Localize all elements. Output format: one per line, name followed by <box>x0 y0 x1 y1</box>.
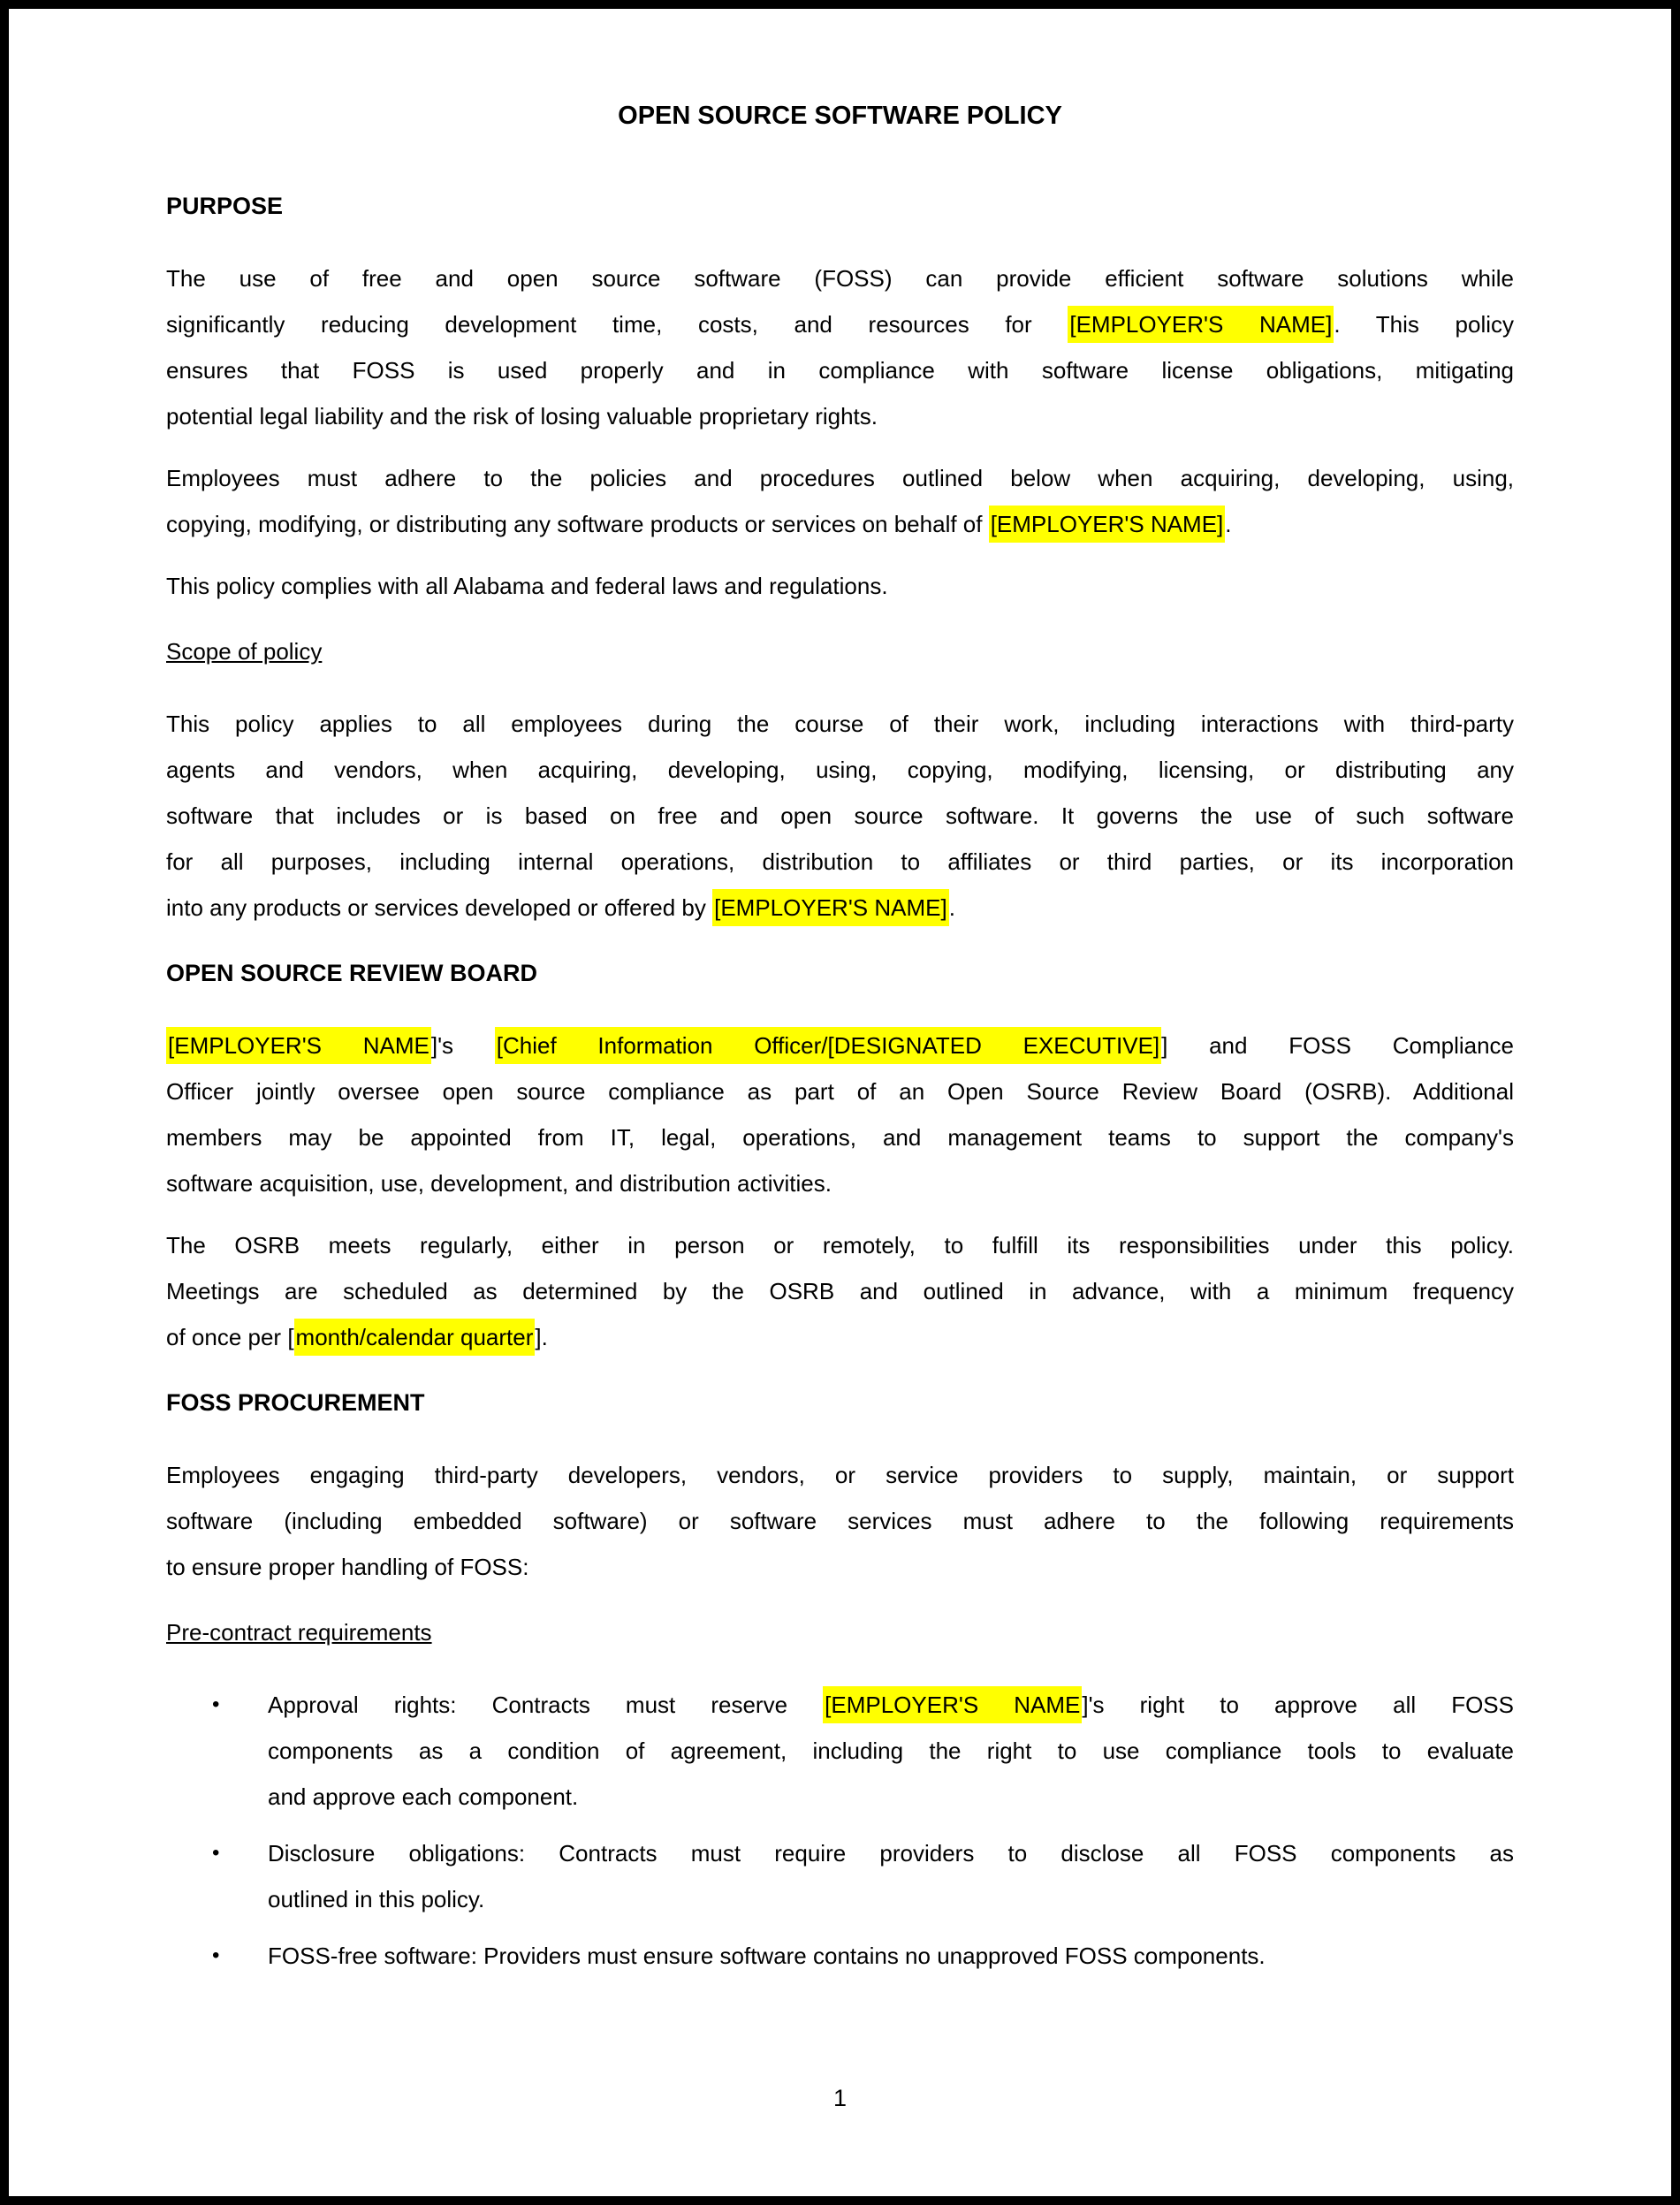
text-segment: for all purposes, including internal operations, distribution to affiliates or third parties, or its incorporation <box>166 848 1514 875</box>
text-segment: copying, modifying, or distributing any software products or services on behalf of <box>166 511 989 537</box>
scope-of-policy-subheading: Scope of policy <box>166 638 323 665</box>
text-line <box>166 347 1514 393</box>
text-line <box>166 1160 1514 1206</box>
purpose-paragraph-1 <box>166 255 1514 439</box>
document-body <box>166 183 1514 1979</box>
text-segment: ensures that FOSS is used properly and in compliance with software license obligations, mitigating <box>166 357 1514 384</box>
text-line <box>166 1114 1514 1160</box>
text-line <box>268 1728 1514 1774</box>
purpose-paragraph-2 <box>166 455 1514 547</box>
highlighted-placeholder: [Chief Information Officer/[DESIGNATED EXECUTIVE] <box>495 1027 1161 1064</box>
text-segment: This policy applies to all employees during the course of their work, including interactions with third-party <box>166 711 1514 737</box>
bullet-item <box>166 1933 1514 1979</box>
text-segment: ]'s right to approve all FOSS <box>1082 1692 1514 1718</box>
highlighted-placeholder: [EMPLOYER'S NAME <box>166 1027 431 1064</box>
text-segment: agents and vendors, when acquiring, developing, using, copying, modifying, licensing, or distributing any <box>166 757 1514 783</box>
procurement-paragraph <box>166 1452 1514 1590</box>
text-segment: This policy complies with all Alabama and federal laws and regulations. <box>166 573 888 599</box>
text-segment: of once per [ <box>166 1324 294 1350</box>
highlighted-placeholder: month/calendar quarter <box>294 1319 536 1356</box>
bullet-item <box>166 1830 1514 1922</box>
osrb-paragraph-1 <box>166 1023 1514 1206</box>
text-line <box>268 1830 1514 1876</box>
bullet-item <box>166 1682 1514 1820</box>
pre-contract-bullet-list <box>166 1682 1514 1979</box>
foss-procurement-heading: FOSS PROCUREMENT <box>166 1389 425 1416</box>
text-segment: to ensure proper handling of FOSS: <box>166 1554 529 1580</box>
text-line <box>166 1268 1514 1314</box>
text-line <box>166 501 1514 547</box>
scope-paragraph <box>166 701 1514 931</box>
highlighted-placeholder: [EMPLOYER'S NAME <box>823 1686 1082 1723</box>
text-line <box>166 747 1514 793</box>
text-line <box>166 793 1514 839</box>
text-segment: components as a condition of agreement, including the right to use compliance tools to evaluate <box>268 1737 1514 1764</box>
text-segment: ] and FOSS Compliance <box>1161 1032 1514 1059</box>
text-segment: The use of free and open source software (FOSS) can provide efficient software solutions while <box>166 265 1514 292</box>
text-segment: Disclosure obligations: Contracts must require providers to disclose all FOSS components as <box>268 1840 1514 1867</box>
osrb-heading: OPEN SOURCE REVIEW BOARD <box>166 960 538 986</box>
text-segment: . <box>1225 511 1232 537</box>
page-title: OPEN SOURCE SOFTWARE POLICY <box>618 102 1062 130</box>
bullet-icon: • <box>212 1943 220 1967</box>
text-line <box>166 301 1514 347</box>
text-segment: . This policy <box>1334 311 1515 338</box>
text-line <box>166 455 1514 501</box>
compliance-statement <box>166 563 1514 609</box>
text-segment: software (including embedded software) or software services must adhere to the following requirements <box>166 1508 1514 1534</box>
osrb-paragraph-2 <box>166 1222 1514 1360</box>
text-line <box>166 1452 1514 1498</box>
text-segment: Meetings are scheduled as determined by the OSRB and outlined in advance, with a minimum frequency <box>166 1278 1514 1304</box>
text-segment: Employees engaging third-party developers, vendors, or service providers to supply, maintain, or support <box>166 1462 1514 1488</box>
text-segment: ]. <box>535 1324 548 1350</box>
text-segment: Approval rights: Contracts must reserve <box>268 1692 824 1718</box>
text-segment: The OSRB meets regularly, either in person or remotely, to fulfill its responsibilities under this policy. <box>166 1232 1514 1258</box>
text-segment: members may be appointed from IT, legal, operations, and management teams to support the company's <box>166 1124 1514 1151</box>
text-line <box>166 1544 1514 1590</box>
text-line <box>166 1222 1514 1268</box>
text-segment: outlined in this policy. <box>268 1886 485 1912</box>
text-line <box>268 1876 1514 1922</box>
text-line <box>268 1933 1514 1979</box>
text-line <box>166 885 1514 931</box>
text-segment: . <box>948 894 955 921</box>
highlighted-placeholder: [EMPLOYER'S NAME] <box>712 889 949 926</box>
text-segment: into any products or services developed or offered by <box>166 894 713 921</box>
text-line <box>166 255 1514 301</box>
text-line <box>268 1682 1514 1728</box>
text-line <box>268 1774 1514 1820</box>
text-line <box>166 1498 1514 1544</box>
text-segment: Officer jointly oversee open source compliance as part of an Open Source Review Board (OSRB). Additional <box>166 1078 1514 1105</box>
highlighted-placeholder: [EMPLOYER'S NAME] <box>989 506 1226 543</box>
text-segment: FOSS-free software: Providers must ensure software contains no unapproved FOSS components. <box>268 1943 1266 1969</box>
bullet-icon: • <box>212 1692 220 1716</box>
text-segment: and approve each component. <box>268 1783 579 1810</box>
pre-contract-requirements-subheading: Pre-contract requirements <box>166 1619 432 1646</box>
text-line <box>166 839 1514 885</box>
text-line <box>166 701 1514 747</box>
text-segment: Employees must adhere to the policies and procedures outlined below when acquiring, developing, using, <box>166 465 1514 491</box>
bullet-icon: • <box>212 1841 220 1865</box>
text-line <box>166 1314 1514 1360</box>
text-segment: software acquisition, use, development, and distribution activities. <box>166 1170 832 1197</box>
text-line <box>166 563 1514 609</box>
text-segment: significantly reducing development time, costs, and resources for <box>166 311 1068 338</box>
text-line <box>166 1023 1514 1068</box>
purpose-heading: PURPOSE <box>166 193 284 219</box>
text-line <box>166 1068 1514 1114</box>
text-segment: potential legal liability and the risk of losing valuable proprietary rights. <box>166 403 878 430</box>
page-number: 1 <box>832 2085 848 2111</box>
text-segment: software that includes or is based on free and open source software. It governs the use of such software <box>166 802 1514 829</box>
highlighted-placeholder: [EMPLOYER'S NAME] <box>1068 306 1334 343</box>
text-line <box>166 393 1514 439</box>
text-segment: ]'s <box>430 1032 495 1059</box>
